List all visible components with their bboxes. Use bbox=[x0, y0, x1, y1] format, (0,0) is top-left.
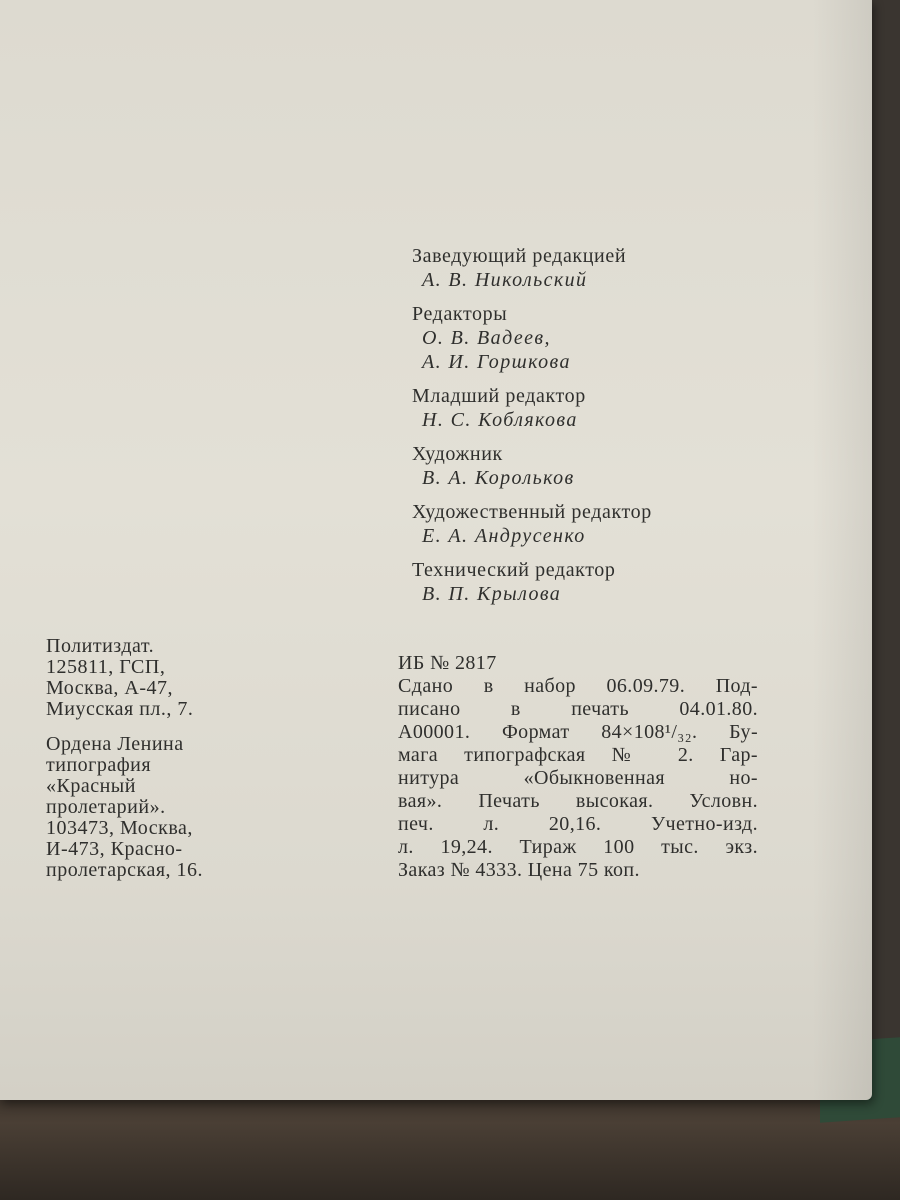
printer-line: типография bbox=[46, 754, 152, 776]
imprint-block bbox=[398, 652, 758, 882]
publisher-address bbox=[46, 636, 276, 720]
credit-entry bbox=[408, 500, 768, 548]
printer-address bbox=[46, 734, 276, 881]
publisher-line: Политиздат. bbox=[46, 635, 155, 657]
credit-role: Художник bbox=[412, 443, 503, 465]
credit-role: Художественный редактор bbox=[412, 501, 652, 523]
imprint-line: А00001. Формат 84×108¹/₃₂. Бу- bbox=[398, 721, 758, 743]
credit-role: Младший редактор bbox=[412, 385, 586, 407]
credit-name: А. В. Никольский bbox=[422, 269, 588, 291]
credit-role: Редакторы bbox=[412, 303, 508, 325]
credits-column bbox=[408, 244, 768, 616]
imprint-line: печ. л. 20,16. Учетно-изд. bbox=[398, 813, 758, 835]
ib-number: ИБ № 2817 bbox=[398, 652, 497, 674]
imprint-line: мага типографская № 2. Гар- bbox=[398, 744, 758, 766]
credit-name: А. И. Горшкова bbox=[422, 351, 571, 373]
imprint-line: писано в печать 04.01.80. bbox=[398, 698, 758, 720]
printer-line: «Красный bbox=[46, 775, 136, 797]
publisher-line: Москва, А-47, bbox=[46, 677, 174, 699]
credit-name: Н. С. Коблякова bbox=[422, 409, 578, 431]
credit-name: О. В. Вадеев, bbox=[422, 327, 551, 349]
page-shading bbox=[812, 0, 872, 1100]
printer-line: И-473, Красно- bbox=[46, 838, 183, 860]
credit-name: В. П. Крылова bbox=[422, 583, 562, 605]
credit-name: В. А. Корольков bbox=[422, 467, 575, 489]
printer-line: Ордена Ленина bbox=[46, 733, 184, 755]
credit-role: Технический редактор bbox=[412, 559, 616, 581]
credit-entry bbox=[408, 442, 768, 490]
imprint-line: нитура «Обыкновенная но- bbox=[398, 767, 758, 789]
credit-name: Е. А. Андрусенко bbox=[422, 525, 586, 547]
credit-entry bbox=[408, 302, 768, 374]
printer-line: пролетарская, 16. bbox=[46, 859, 204, 881]
publisher-info-column bbox=[46, 636, 276, 895]
publisher-line: Миусская пл., 7. bbox=[46, 698, 194, 720]
publisher-line: 125811, ГСП, bbox=[46, 656, 166, 678]
imprint-line: Заказ № 4333. Цена 75 коп. bbox=[398, 859, 640, 881]
credit-entry bbox=[408, 244, 768, 292]
imprint-line: л. 19,24. Тираж 100 тыс. экз. bbox=[398, 836, 758, 858]
credit-role: Заведующий редакцией bbox=[412, 245, 627, 267]
printer-line: пролетарий». bbox=[46, 796, 166, 818]
imprint-line: Сдано в набор 06.09.79. Под- bbox=[398, 675, 758, 697]
printer-line: 103473, Москва, bbox=[46, 817, 193, 839]
imprint-line: вая». Печать высокая. Условн. bbox=[398, 790, 758, 812]
credit-entry bbox=[408, 384, 768, 432]
credit-entry bbox=[408, 558, 768, 606]
